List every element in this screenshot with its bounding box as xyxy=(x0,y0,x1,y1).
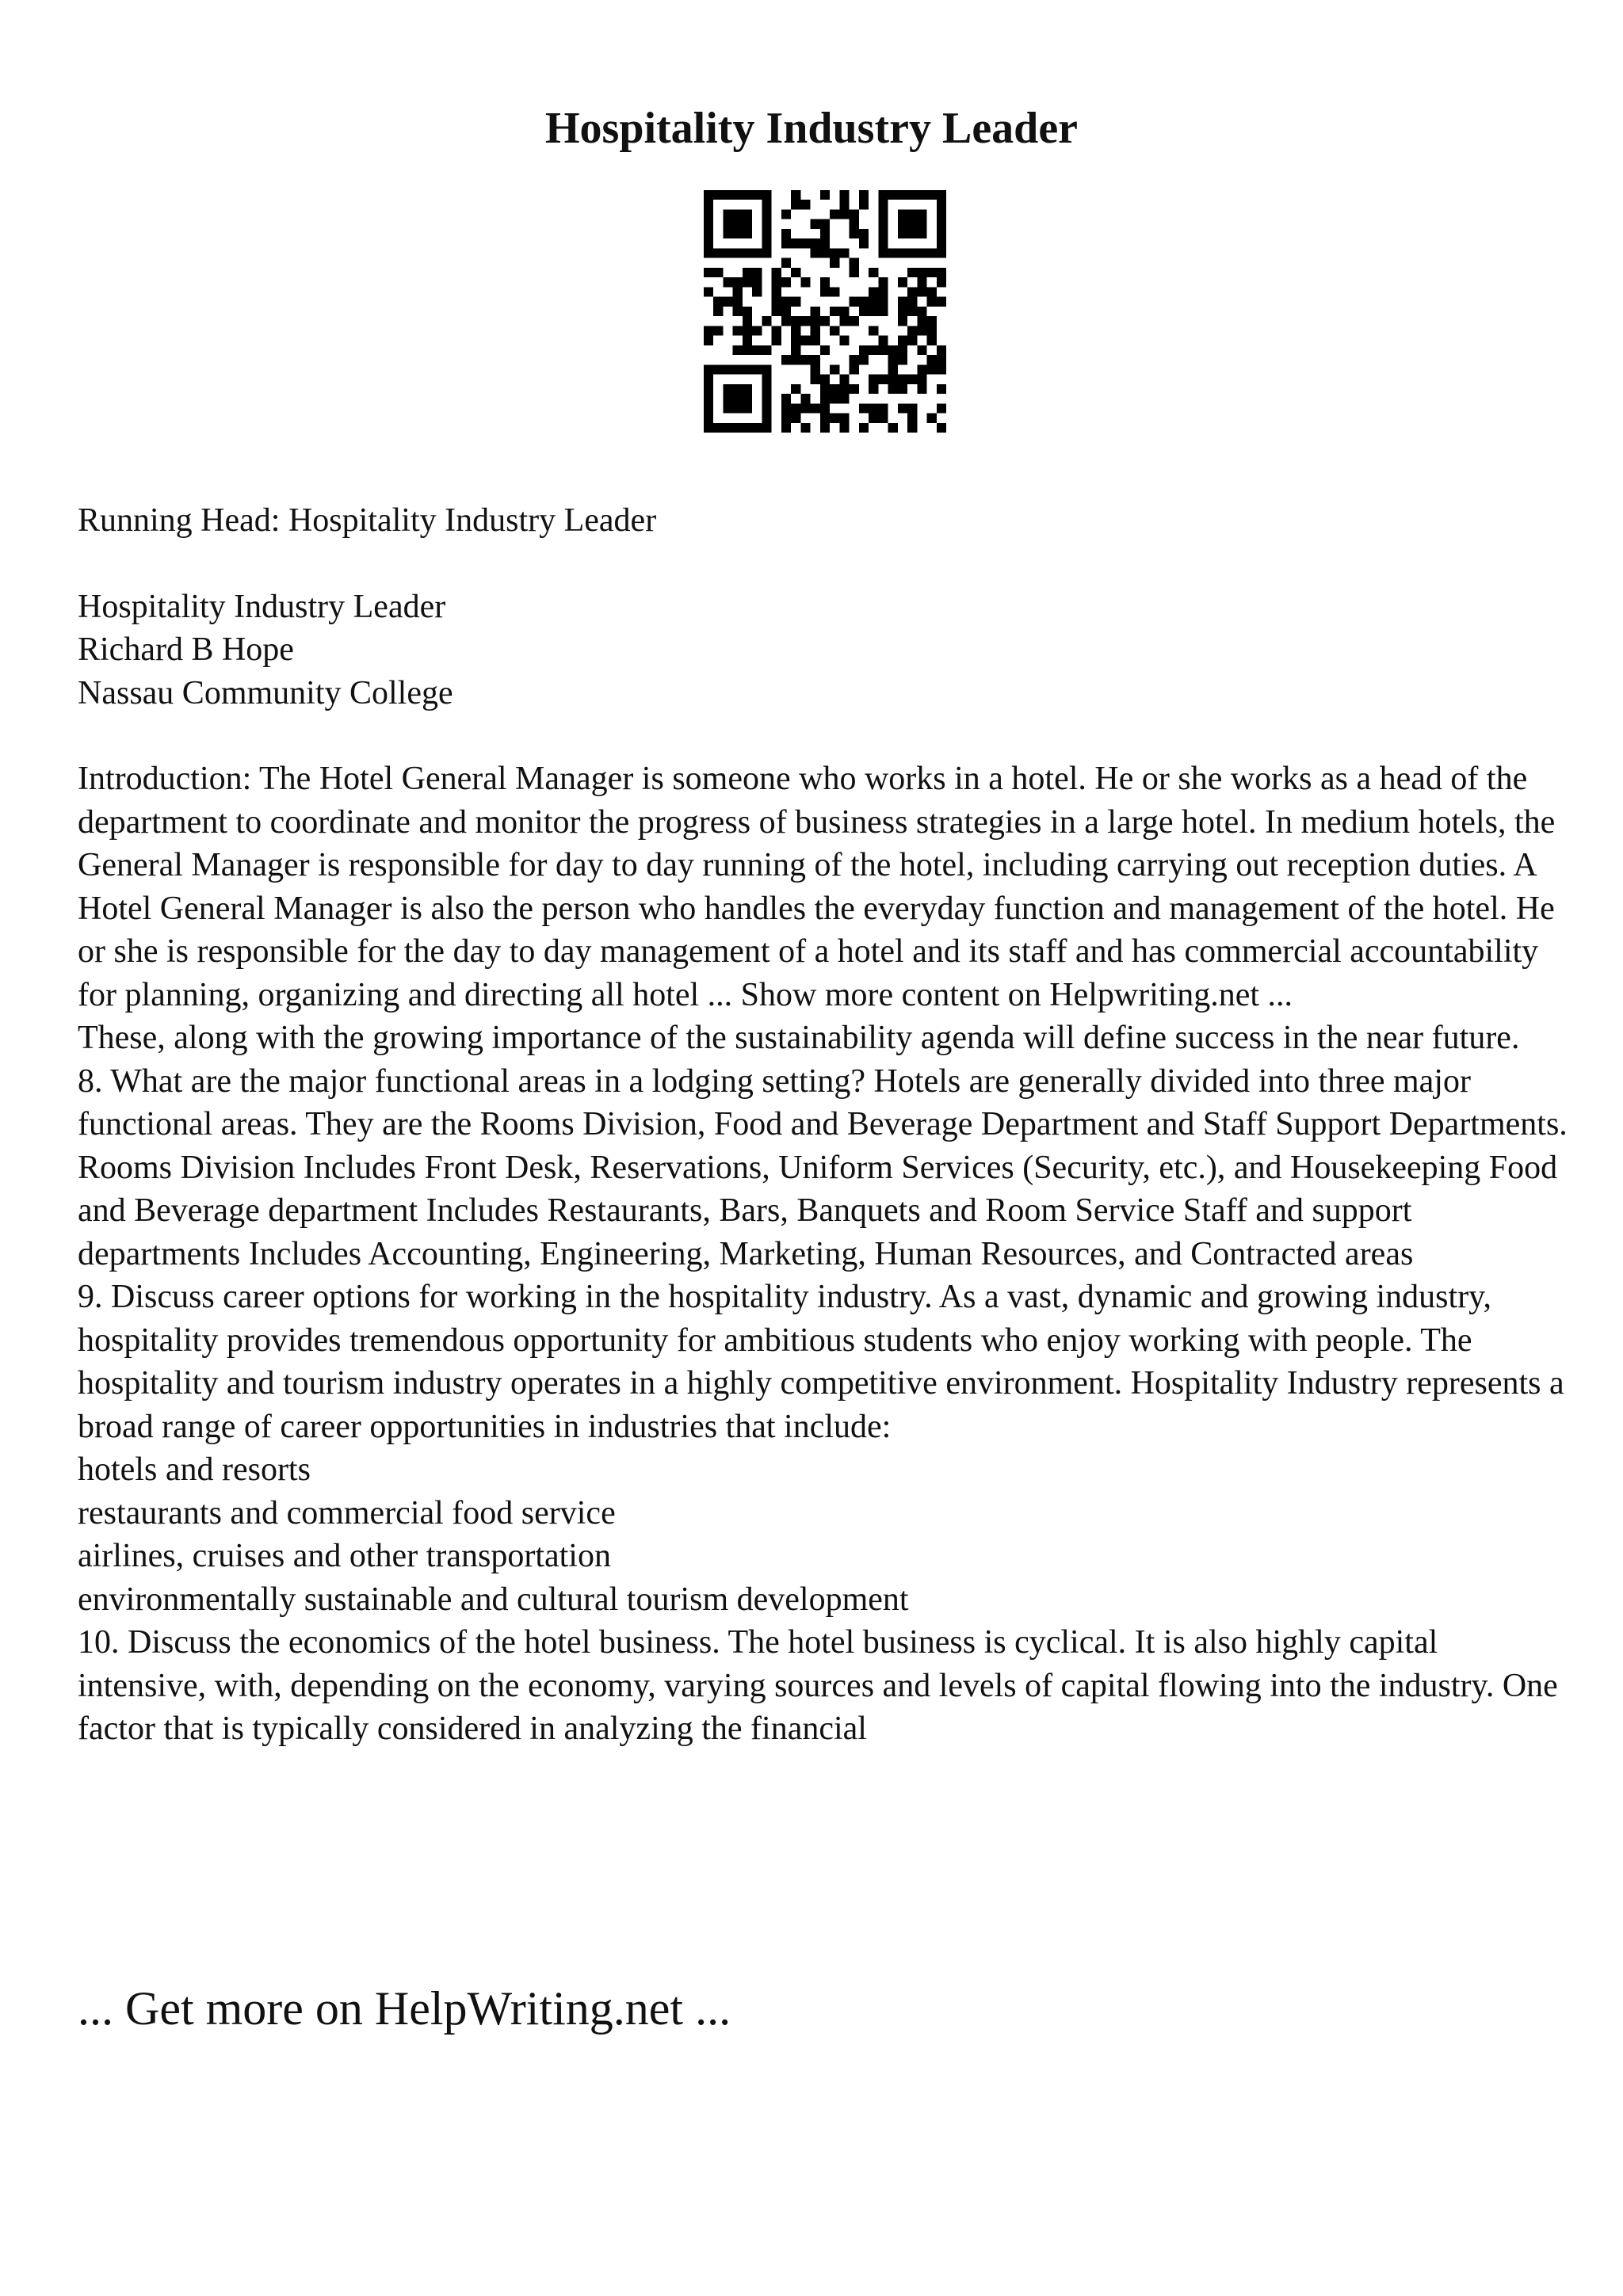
question-9-paragraph: 9. Discuss career options for working in the hospitality industry. As a vast, dynamic and growing industry, hospitality provides tremendous opportunity for ambitious students who enjoy working with people. The hospitality and tourism industry operates in a highly competitive environment. Hospitality Industry represents a broad range of career opportunities in industries that include: xyxy=(78,1279,1564,1445)
paper-title: Hospitality Industry Leader xyxy=(78,588,446,625)
career-list-item: airlines, cruises and other transportation xyxy=(78,1538,611,1574)
question-10-paragraph: 10. Discuss the economics of the hotel business. The hotel business is cyclical. It is also highly capital intensive, with, depending on the economy, varying sources and levels of capital flowing into the industry. One factor that is typically considered in analyzing the financial xyxy=(78,1624,1558,1747)
sustainability-paragraph: These, along with the growing importance of the sustainability agenda will define success in the near future. xyxy=(78,1020,1520,1056)
document-title: Hospitality Industry Leader xyxy=(544,104,1079,153)
rooms-division-paragraph: Rooms Division Includes Front Desk, Reservations, Uniform Services (Security, etc.), and Housekeeping Food and Beverage department Includes Restaurants, Bars, Banquets and Room Service Staff and support departments Includes Accounting, Engineering, Marketing, Human Resources, and Contracted areas xyxy=(78,1149,1558,1272)
introduction-paragraph: Introduction: The Hotel General Manager is someone who works in a hotel. He or she works as a head of the department to coordinate and monitor the progress of business strategies in a large hotel. In medium hotels, the General Manager is responsible for day to day running of the hotel, including carrying out reception duties. A Hotel General Manager is also the person who handles the everyday function and management of the hotel. He or she is responsible for the day to day management of a hotel and its staff and has commercial accountability for planning, organizing and directing all hotel ... Show more content on Helpwriting.net ... xyxy=(78,761,1556,1013)
career-list-item: hotels and resorts xyxy=(78,1451,311,1488)
institution-name: Nassau Community College xyxy=(78,674,453,711)
qr-code-icon xyxy=(704,190,946,433)
career-list-item: restaurants and commercial food service xyxy=(78,1494,616,1531)
qr-code[interactable] xyxy=(704,190,946,433)
question-8-paragraph: 8. What are the major functional areas in a lodging setting? Hotels are generally divided into three major functional areas. They are the Rooms Division, Food and Beverage Department and Staff Support Departments. xyxy=(78,1062,1568,1142)
career-list-item: environmentally sustainable and cultural tourism development xyxy=(78,1581,909,1618)
author-name: Richard B Hope xyxy=(78,631,294,668)
document-body xyxy=(78,499,1568,1751)
get-more-link[interactable]: ... Get more on HelpWriting.net ... xyxy=(78,1982,731,2035)
running-head: Running Head: Hospitality Industry Leader xyxy=(78,502,657,539)
